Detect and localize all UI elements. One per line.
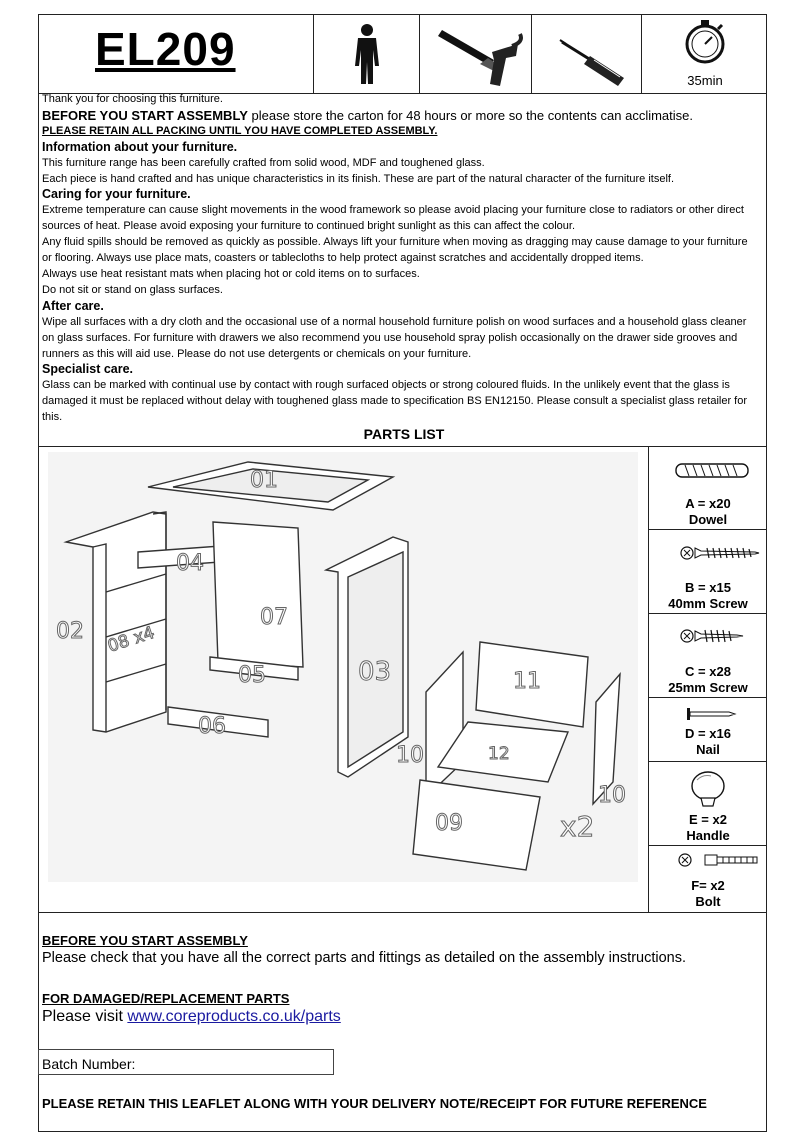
part-07 [213,522,303,667]
tool-box-hammer [419,14,531,94]
fittings-column [648,446,767,913]
before-assembly-rest: please store the carton for 48 hours or more so the contents can acclimatise. [247,107,693,123]
fitting-c-code: C = x28 [685,664,731,679]
label-10-right: 10 [598,783,626,808]
label-11: 11 [513,669,541,694]
hammer-icon [420,14,532,94]
before-assembly-heading: BEFORE YOU START ASSEMBLY [42,933,248,948]
label-x2: x2 [560,810,595,843]
tool-box-screwdriver [531,14,641,94]
fitting-b-name: 40mm Screw [668,596,748,611]
fitting-f [649,846,767,913]
fitting-f-name: Bolt [695,894,721,909]
fitting-c [649,614,767,698]
visit-text: Please visit [42,1008,128,1025]
person-icon [314,14,420,94]
label-06: 06 [198,714,226,739]
fitting-c-name: 25mm Screw [668,680,748,695]
label-04: 04 [176,551,204,576]
stopwatch-icon [642,14,768,74]
retain-leaflet-notice: PLEASE RETAIN THIS LEAFLET ALONG WITH YOUR DELIVERY NOTE/RECEIPT FOR FUTURE REFERENCE [42,1096,707,1111]
handle-icon [649,762,767,810]
tool-box-timer [641,14,767,94]
screwdriver-icon [532,14,642,94]
model-title: EL209 [95,23,236,75]
section-text: Extreme temperature can cause slight movements in the wood framework so please avoid placing your furniture close to radiators or other direct sources of heat. Please avoid exposing your furniture to continued bright sunlight as this can affect the colour. [42,204,744,233]
section-text: Do not sit or stand on glass surfaces. [42,283,223,296]
section-text: This furniture range has been carefully crafted from solid wood, MDF and toughened glass. [42,156,485,169]
parts-website-link[interactable]: www.coreproducts.co.uk/parts [127,1008,341,1025]
thanks-line: Thank you for choosing this furniture. [42,93,223,105]
fitting-a-name: Dowel [688,512,728,527]
label-08: 08 x4 [105,622,158,657]
section-text: Each piece is hand crafted and has unique characteristics in its finish. These are part of the natural character of the furniture itself. [42,172,675,185]
before-assembly-text: Please check that you have all the correct parts and fittings as detailed on the assembly instructions. [42,950,686,966]
damaged-parts-heading: FOR DAMAGED/REPLACEMENT PARTS [42,991,290,1006]
label-10-left: 10 [396,743,424,768]
fitting-b [649,530,767,614]
fitting-f-code: F= x2 [691,878,725,893]
fitting-d [649,698,767,762]
section-heading: After care. [42,298,104,313]
section-heading: Specialist care. [42,362,134,377]
before-assembly-line [42,108,754,124]
nail-icon [649,698,767,728]
dowel-icon [649,446,767,486]
fitting-d-name: Nail [696,742,720,757]
parts-diagram [48,452,638,882]
parts-list-title: PARTS LIST [363,426,445,442]
label-12: 12 [488,744,510,764]
screw-icon [649,530,767,570]
fitting-d-code: D = x16 [685,726,731,741]
label-02: 02 [56,619,84,644]
label-03: 03 [358,657,392,687]
label-09: 09 [435,811,463,836]
fitting-e [649,762,767,846]
section-text: Wipe all surfaces with a dry cloth and the occasional use of a normal household furniture polish on wood surfaces and a household glass cleaner on glass surfaces. For furniture with drawers we also recommend you use household spray polish occasionally on the drawer side grooves and runners as this will aid use. Please do not use detergents or chemicals on your furniture. [42,315,747,360]
retain-packing-line: PLEASE RETAIN ALL PACKING UNTIL YOU HAVE COMPLETED ASSEMBLY. [42,124,438,137]
section-heading: Caring for your furniture. [42,187,191,202]
assembly-time: 35min [687,73,723,88]
before-assembly-bold: BEFORE YOU START ASSEMBLY [42,107,248,123]
label-01: 01 [250,468,278,493]
fitting-b-code: B = x15 [685,580,731,595]
visit-line [42,1008,762,1026]
fitting-e-name: Handle [686,828,730,843]
section-text: Glass can be marked with continual use by contact with rough surfaced objects or strong coloured fluids. In the unlikely event that the glass is damaged it must be replaced without delay with toughened glass made to specification BS EN12150. Please consult a specialist glass retailer for this. [42,379,748,424]
section-heading: Information about your furniture. [42,139,238,154]
batch-number-label: Batch Number: [42,1056,136,1072]
intro-text [42,92,754,426]
fitting-a [649,446,767,530]
batch-number-field [38,1049,334,1075]
fitting-e-code: E = x2 [689,812,727,827]
section-text: Any fluid spills should be removed as quickly as possible. Always lift your furniture when moving as dragging may cause damage to your furniture or flooring. Always use place mats, coasters or tablecloths to help protect against scratches and accidentally dropped items. [42,236,748,265]
label-05: 05 [238,663,266,688]
fitting-a-code: A = x20 [685,496,731,511]
bolt-icon [649,846,767,876]
screw-icon [649,614,767,654]
section-text: Always use heat resistant mats when placing hot or cold items on to surfaces. [42,267,420,280]
tool-box-person [313,14,419,94]
label-07: 07 [260,605,288,630]
